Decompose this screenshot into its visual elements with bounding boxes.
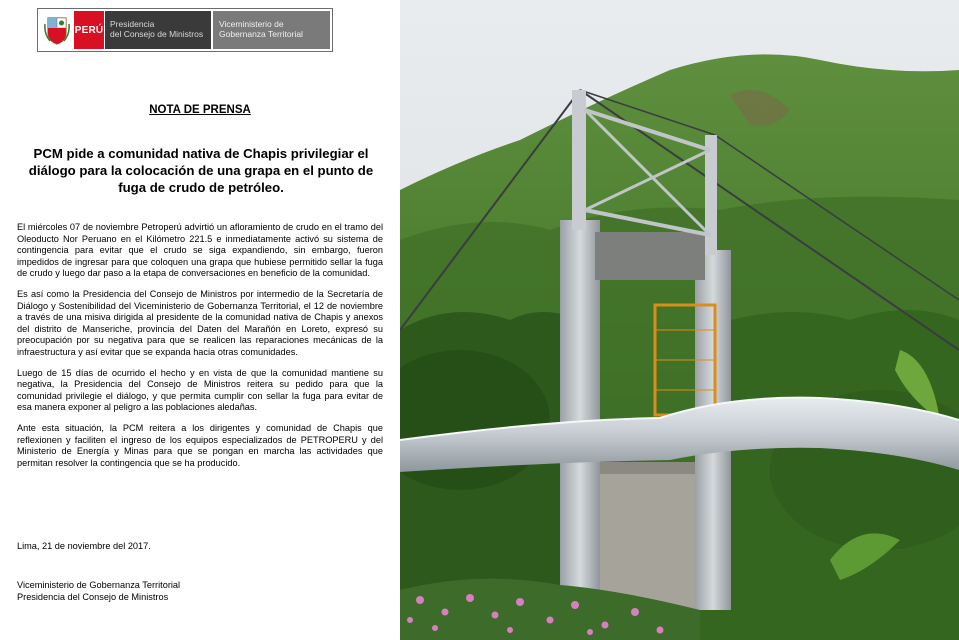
body-paragraph: Luego de 15 días de ocurrido el hecho y en vista de que la comunidad mantiene su negativa, la Presidencia del Consejo de Ministros reitera su pedido para que la comunidad privilegie el diálogo, y que permita cumplir con sellar la fuga para evitar de esa manera exponer al peligro a las poblaciones aledañas. [17, 367, 383, 413]
vice-ministry-label: Viceministerio de Gobernanza Territorial [213, 11, 330, 49]
peru-brand-label: PERÚ [74, 11, 104, 49]
press-body [17, 222, 383, 478]
pipeline-bridge-photo [400, 0, 959, 640]
body-paragraph: Ante esta situación, la PCM reitera a los dirigentes y comunidad de Chapis que reflexionen y faciliten el ingreso de los equipos especializados de PETROPERU y del Ministerio de Energía y Minas para que se pongan en marcha las actividades que permitan resolver la contingencia que se ha producido. [17, 422, 383, 468]
press-headline: PCM pide a comunidad nativa de Chapis privilegiar el diálogo para la colocación de una grapa en el punto de fuga de crudo de petróleo. [28, 146, 374, 195]
government-header [37, 8, 333, 52]
press-release-kicker: NOTA DE PRENSA [149, 104, 251, 116]
coat-of-arms-icon [40, 11, 74, 49]
signature-block [17, 579, 180, 603]
signature-line: Presidencia del Consejo de Ministros [17, 592, 169, 602]
body-paragraph: El miércoles 07 de noviembre Petroperú advirtió un afloramiento de crudo en el tramo del Oleoducto Nor Peruano en el Kilómetro 221.5 e inmediatamente activó su sistema de contingencia para evitar que el crudo se siga expandiendo, sin embargo, fueron impedidos de ingresar para que coloquen una grapa que hubiese permitido sellar la fuga de crudo y luego dar paso a la etapa de conversaciones en beneficio de la comunidad. [17, 222, 383, 279]
body-paragraph: Es así como la Presidencia del Consejo de Ministros por intermedio de la Secretaría de Diálogo y Sostenibilidad del Viceministerio de Gobernanza Territorial, el 12 de noviembre a través de una misiva dirigida al presidente de la comunidad nativa de Chapis y anexos del distrito de Manseriche, provincia del Daten del Marañón en Loreto, expresó su preocupación por su negativa para que se realicen las reparaciones mecánicas de la infraestructura y así evitar que se expanda hacia otras comunidades. [17, 288, 383, 357]
signature-line: Viceministerio de Gobernanza Territorial [17, 580, 181, 590]
press-release-document [0, 0, 400, 640]
ministry-label: Presidencia del Consejo de Ministros [105, 11, 211, 49]
dateline: Lima, 21 de noviembre del 2017. [17, 541, 151, 551]
